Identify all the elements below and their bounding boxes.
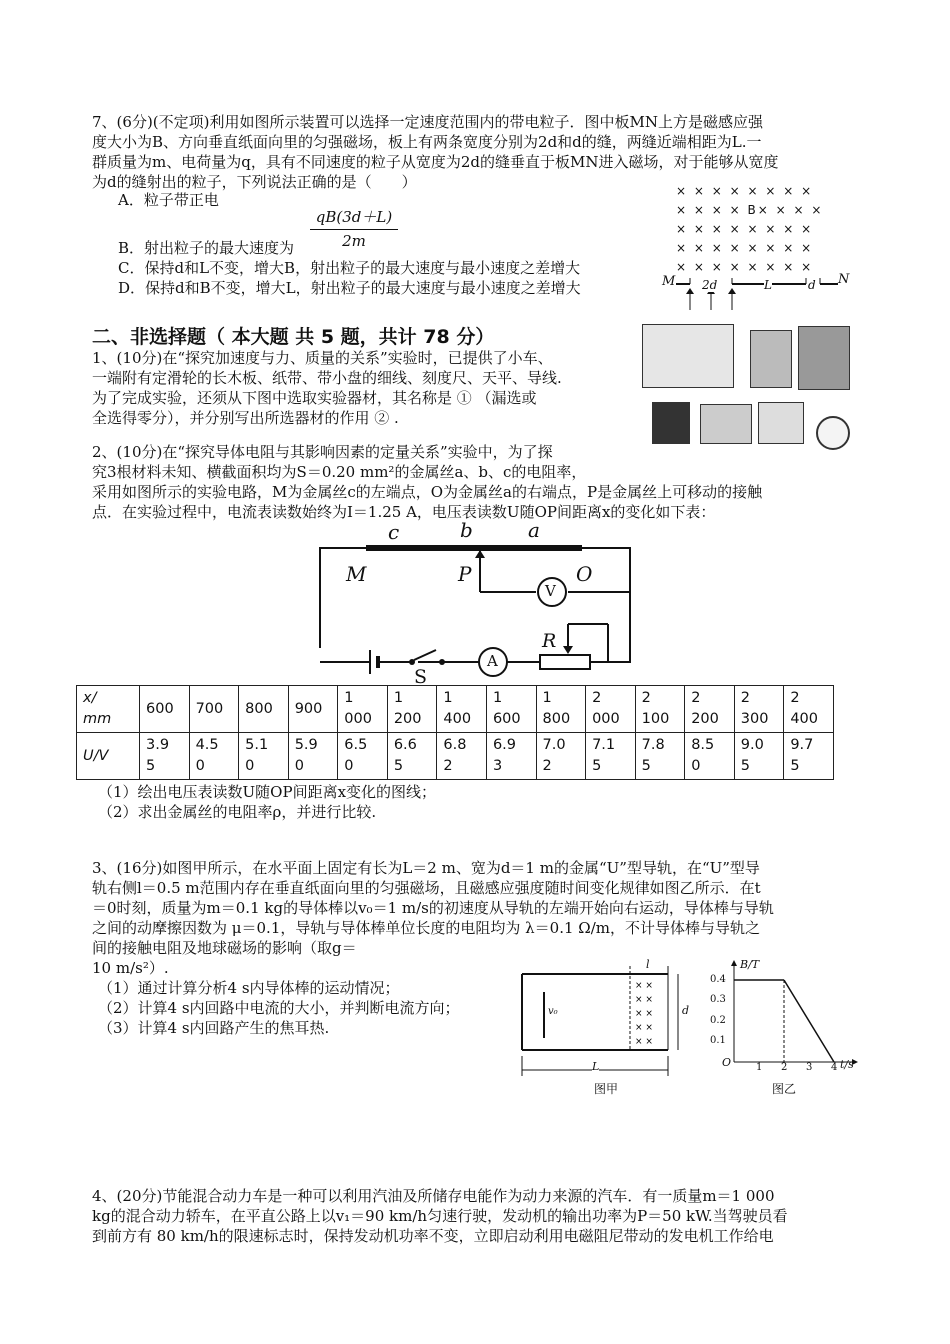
cell-text: 6.8 <box>443 737 467 753</box>
circuit-lines <box>318 518 636 688</box>
jia-label-d: d <box>682 1004 690 1017</box>
svg-text:× ×: × × <box>635 995 653 1005</box>
cell-text: 2 <box>542 758 552 774</box>
table-cell <box>239 686 289 733</box>
yi-x-tick-3: 3 <box>806 1062 813 1073</box>
plate-label-d: d <box>808 278 816 292</box>
table-cell <box>685 686 735 733</box>
yi-y-label: B/T <box>740 958 760 971</box>
table-cell <box>189 686 239 733</box>
q2-sub-2: （2）求出金属丝的电阻率ρ，并进行比较. <box>98 803 377 821</box>
point-label-p: P <box>458 562 472 586</box>
cell-text: 2 <box>641 690 651 706</box>
cell-text: 1 <box>344 690 354 706</box>
cell-text: 100 <box>641 711 670 727</box>
table-cell <box>486 686 536 733</box>
table-cell <box>437 686 487 733</box>
yi-x-label: t/s <box>840 1058 854 1071</box>
table-cell <box>288 733 338 780</box>
table-cell <box>734 733 784 780</box>
point-label-o: O <box>576 562 593 586</box>
yi-y-tick-4: 0.1 <box>710 1035 726 1046</box>
yi-x-tick-2: 2 <box>781 1062 788 1073</box>
svg-text:× ×: × × <box>635 1037 653 1047</box>
ammeter-icon <box>700 404 752 444</box>
yi-origin: O <box>722 1056 732 1069</box>
point-label-m: M <box>346 562 367 586</box>
wire-label-b: b <box>460 518 473 542</box>
plate-label-m: M <box>662 274 676 289</box>
q3-line-5: 间的接触电阻及地球磁场的影响（取g＝ <box>92 939 357 957</box>
cell-text: 5 <box>740 758 750 774</box>
cell-text: 4.5 <box>195 737 219 753</box>
section-title: 二、非选择题（ 本大题 共 5 题，共计 78 分） <box>92 326 495 348</box>
wire-label-c: c <box>388 520 400 544</box>
ammeter-symbol: A <box>487 652 498 670</box>
table-row <box>77 686 834 733</box>
cell-text: 400 <box>790 711 818 727</box>
table-cell <box>635 686 685 733</box>
table-cell <box>685 733 735 780</box>
table-row <box>77 733 834 780</box>
cell-text: 5 <box>393 758 404 774</box>
q4-line-2: kg的混合动力轿车，在平直公路上以v₁＝90 km/h匀速行驶，发动机的输出功率为P＝50 kW.当驾驶员看 <box>92 1207 788 1225</box>
cell-text: 1 <box>393 690 404 706</box>
cell-text: 5.1 <box>245 737 269 753</box>
q7-formula-numerator: qB(3d＋L) <box>315 208 393 226</box>
q1-line-2: 一端附有定滑轮的长木板、纸带、带小盘的细线、刻度尺、天平、导线. <box>92 369 562 387</box>
table-cell <box>189 733 239 780</box>
q7-line-2: 度大小为B、方向垂直纸面向里的匀强磁场，板上有两条宽度分别为2d和d的缝，两缝近端相距为L.一 <box>92 133 762 151</box>
cell-text: 200 <box>393 711 422 727</box>
timer-box-icon <box>642 324 734 388</box>
voltmeter-icon <box>758 402 804 444</box>
q1-line-3: 为了完成实验，还须从下图中选取实验器材，其名称是 ① （漏选或 <box>92 389 537 407</box>
cell-text: 2 <box>740 690 750 706</box>
q4-line-3: 到前方有 80 km/h的限速标志时，保持发动机功率不变，立即启动利用电磁阻尼带动的发电机工作给电 <box>92 1227 774 1245</box>
cell-text: 6.9 <box>492 737 516 753</box>
table-header-x <box>77 686 140 733</box>
q4-line-1: 4、(20分)节能混合动力车是一种可以利用汽油及所储存电能作为动力来源的汽车．有一质量m＝1 000 <box>92 1187 775 1205</box>
rail-drawing <box>518 958 698 1098</box>
q2-line-1: 2、(10分)在“探究导体电阻与其影响因素的定量关系”实验中，为了探 <box>92 443 553 461</box>
cell-text: 0 <box>294 758 304 774</box>
q2-line-2: 究3根材料未知、横截面积均为S＝0.20 mm²的金属丝a、b、c的电阻率， <box>92 463 587 481</box>
q3-line-2: 轨右侧l＝0.5 m范围内存在垂直纸面向里的匀强磁场，且磁感应强度随时间变化规律如图乙所示．在t <box>92 879 761 897</box>
q2-line-4: 点．在实验过程中，电流表读数始终为I＝1.25 A，电压表读数U随OP间距离x的变化如下表： <box>92 503 716 521</box>
q2-line-3: 采用如图所示的实验电路，M为金属丝c的左端点，O为金属丝a的右端点，P是金属丝上可移动的接触 <box>92 483 763 501</box>
table-cell <box>536 686 586 733</box>
header-x-part-2: mm <box>83 711 112 727</box>
q7-formula <box>304 206 404 250</box>
cell-text: 5 <box>790 758 800 774</box>
cell-text: 6.6 <box>393 737 417 753</box>
cell-text: 300 <box>740 711 769 727</box>
cell-text: 5 <box>146 758 156 774</box>
yi-y-tick-2: 0.3 <box>710 994 726 1005</box>
circuit-diagram <box>318 518 636 688</box>
svg-text:× ×: × × <box>635 1023 653 1033</box>
cell-text: 8.5 <box>691 737 715 753</box>
plate-label-2d: 2d <box>702 278 718 292</box>
svg-text:× ×: × × <box>635 1009 653 1019</box>
cell-text: 1 <box>443 690 453 706</box>
cell-text: 800 <box>245 700 273 717</box>
q7-line-4: 为d的缝射出的粒子，下列说法正确的是（ ） <box>92 173 417 191</box>
table-cell <box>784 686 834 733</box>
jia-label-big-l: L <box>592 1060 600 1073</box>
table-cell <box>437 733 487 780</box>
cell-text: 1 <box>492 690 503 706</box>
cell-text: 3 <box>492 758 503 774</box>
cell-text: 2 <box>592 690 602 706</box>
table-cell <box>387 733 437 780</box>
lab-equipment-image <box>640 320 854 460</box>
cell-text: 7.8 <box>641 737 665 753</box>
plate-label-n: N <box>838 272 850 287</box>
plate-drawing <box>660 180 852 320</box>
cell-text: 600 <box>146 700 174 717</box>
q3-sub-3: （3）计算4 s内回路产生的焦耳热. <box>98 1019 330 1037</box>
q2-sub-1: （1）绘出电压表读数U随OP间距离x变化的图线； <box>98 783 437 801</box>
q7-option-a: A．粒子带正电 <box>118 191 219 209</box>
q1-line-1: 1、(10分)在“探究加速度与力、质量的关系”实验时，已提供了小车、 <box>92 349 553 367</box>
q7-figure <box>660 180 852 320</box>
q3-line-6: 10 m/s²）. <box>92 959 169 977</box>
cell-text: 6.5 <box>344 737 368 753</box>
field-row-2: × × × × B× × × × <box>676 203 824 217</box>
wire-label-a: a <box>528 518 540 542</box>
table-cell <box>387 686 437 733</box>
figure-jia <box>518 958 698 1098</box>
q7-option-d: D．保持d和B不变，增大L，射出粒子的最大速度与最小速度之差增大 <box>118 279 581 297</box>
q7-line-1: 7、(6分)(不定项)利用如图所示装置可以选择一定速度范围内的带电粒子．图中板MN上方是磁感应强 <box>92 113 763 131</box>
table-cell <box>338 733 388 780</box>
cell-text: 7.1 <box>592 737 616 753</box>
cell-text: 900 <box>294 700 323 717</box>
cell-text: 0 <box>195 758 205 774</box>
yi-y-tick-3: 0.2 <box>710 1015 726 1026</box>
q7-formula-denominator: 2m <box>342 232 366 250</box>
cell-text: 600 <box>492 711 521 727</box>
table-cell <box>140 733 190 780</box>
cell-text: 1 <box>542 690 552 706</box>
cell-text: 000 <box>344 711 372 727</box>
yi-x-tick-1: 1 <box>756 1062 763 1073</box>
jia-label-l: l <box>646 958 650 971</box>
table-cell <box>338 686 388 733</box>
cell-text: 9.0 <box>740 737 764 753</box>
table-cell <box>586 686 636 733</box>
rheostat-label-r: R <box>542 630 557 652</box>
cell-text: 2 <box>443 758 453 774</box>
table-cell <box>140 686 190 733</box>
cell-text: 5 <box>592 758 602 774</box>
q7-option-c: C．保持d和L不变，增大B，射出粒子的最大速度与最小速度之差增大 <box>118 259 581 277</box>
table-cell <box>586 733 636 780</box>
field-row-4: × × × × × × × × <box>676 241 814 255</box>
yi-caption: 图乙 <box>772 1082 797 1096</box>
header-x-part-1: x/ <box>83 690 97 706</box>
plate-label-l: L <box>764 278 772 292</box>
q3-line-1: 3、(16分)如图甲所示，在水平面上固定有长为L＝2 m、宽为d＝1 m的金属“U”型导轨，在“U”型导 <box>92 859 760 877</box>
jia-caption: 图甲 <box>594 1082 619 1096</box>
q3-line-4: 之间的动摩擦因数为 μ＝0.1，导轨与导体棒单位长度的电阻均为 λ＝0.1 Ω/m，不计导体棒与导轨之 <box>92 919 760 937</box>
yi-y-tick-1: 0.4 <box>710 974 726 985</box>
cell-text: 5 <box>641 758 651 774</box>
power-supply-icon <box>798 326 850 390</box>
table-cell <box>734 686 784 733</box>
voltmeter-symbol: V <box>545 582 556 600</box>
cell-text: 0 <box>691 758 701 774</box>
q7-line-3: 群质量为m、电荷量为q，具有不同速度的粒子从宽度为2d的缝垂直于板MN进入磁场，对于能够从宽度 <box>92 153 779 171</box>
table-cell <box>536 733 586 780</box>
stopwatch-icon <box>816 416 850 450</box>
table-header-u: U/V <box>77 733 140 780</box>
cell-text: 9.7 <box>790 737 814 753</box>
circuit-board-icon <box>750 330 792 388</box>
jia-label-v0: v₀ <box>548 1006 558 1017</box>
multimeter-icon <box>652 402 690 444</box>
q3-sub-1: （1）通过计算分析4 s内导体棒的运动情况； <box>98 979 400 997</box>
cell-text: 0 <box>344 758 354 774</box>
q3-sub-2: （2）计算4 s内回路中电流的大小，并判断电流方向； <box>98 999 460 1017</box>
switch-label-s: S <box>414 666 428 688</box>
table-cell <box>486 733 536 780</box>
table-cell <box>635 733 685 780</box>
cell-text: 200 <box>691 711 719 727</box>
yi-x-tick-4: 4 <box>831 1062 838 1073</box>
cell-text: 0 <box>245 758 255 774</box>
cell-text: 7.0 <box>542 737 566 753</box>
cell-text: 2 <box>790 690 800 706</box>
cell-text: 400 <box>443 711 472 727</box>
field-row-1: × × × × × × × × <box>676 184 814 198</box>
figure-yi <box>700 958 860 1098</box>
cell-text: 2 <box>691 690 701 706</box>
svg-text:× ×: × × <box>635 981 653 991</box>
table-cell <box>288 686 338 733</box>
cell-text: 3.9 <box>146 737 170 753</box>
voltage-distance-table <box>76 685 834 780</box>
table-cell <box>784 733 834 780</box>
cell-text: 800 <box>542 711 571 727</box>
q7-option-b: B．射出粒子的最大速度为 <box>118 239 295 257</box>
field-row-3: × × × × × × × × <box>676 222 814 236</box>
table-cell <box>239 733 289 780</box>
cell-text: 5.9 <box>294 737 318 753</box>
cell-text: 000 <box>592 711 620 727</box>
q3-line-3: ＝0时刻，质量为m＝0.1 kg的导体棒以v₀＝1 m/s的初速度从导轨的左端开始向右运动，导体棒与导轨 <box>92 899 774 917</box>
cell-text: 700 <box>195 700 224 717</box>
q1-line-4: 全选得零分），并分别写出所选器材的作用 ② . <box>92 409 399 427</box>
field-row-5: × × × × × × × × <box>676 260 814 274</box>
